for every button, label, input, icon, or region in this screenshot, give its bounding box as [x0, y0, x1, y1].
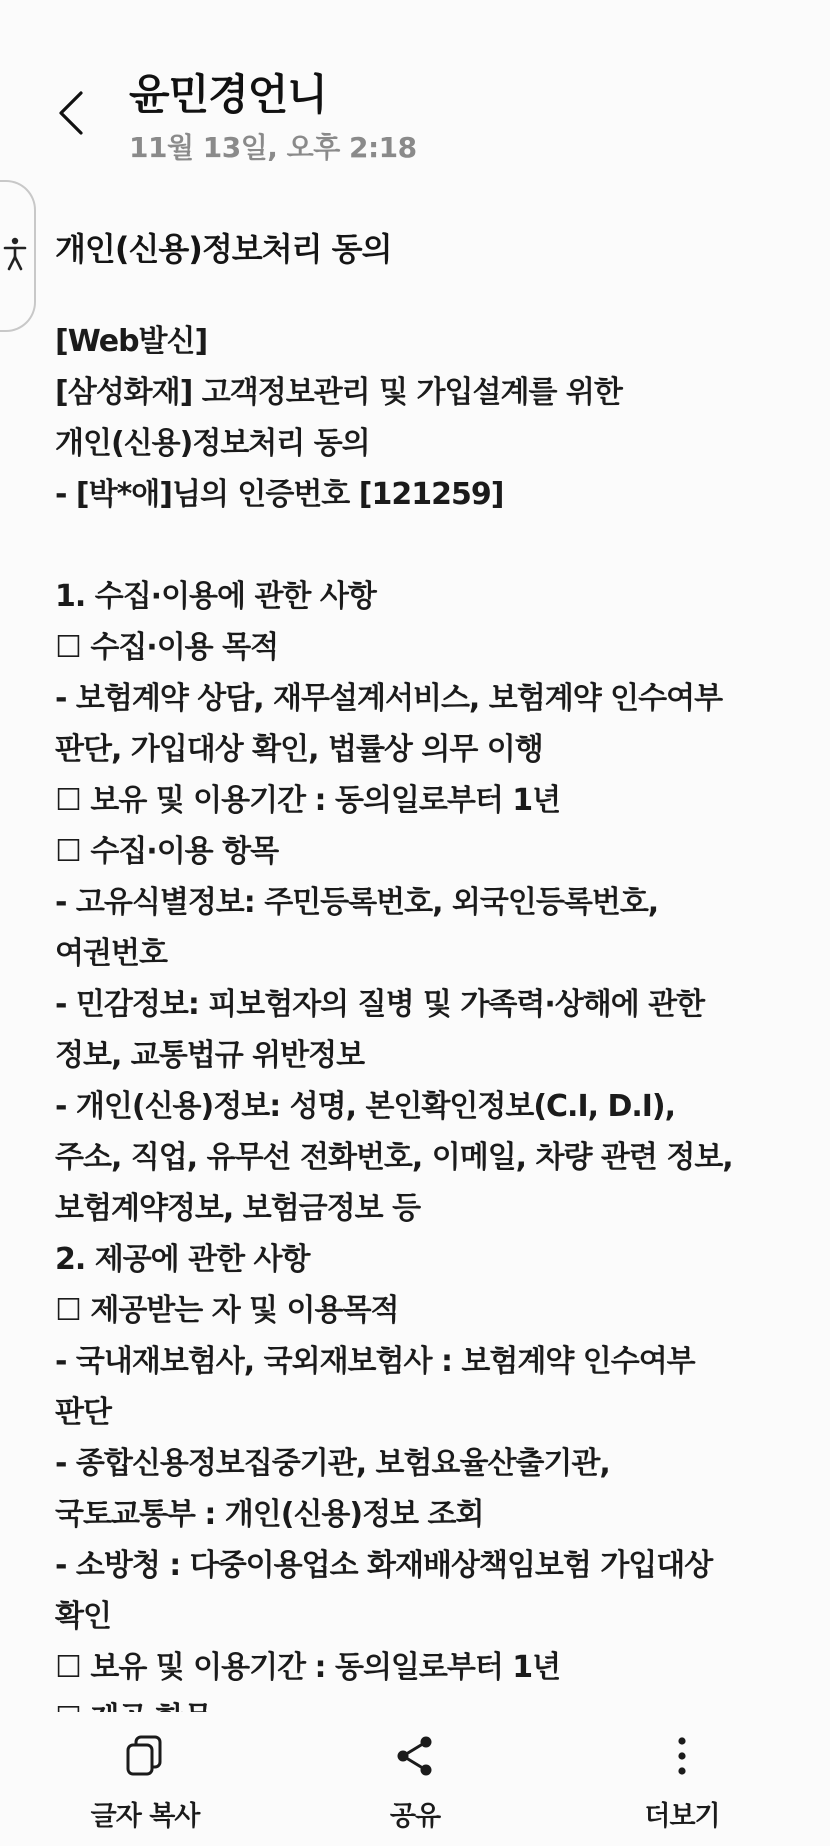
- message-line: - 종합신용정보집중기관, 보험요율산출기관,: [55, 1446, 610, 1481]
- message-line: ☐ 수집·이용 항목: [55, 834, 279, 869]
- chevron-left-icon: [57, 90, 85, 140]
- message-line: - 민감정보: 피보험자의 질병 및 가족력·상해에 관한: [55, 987, 705, 1022]
- message-line: ☐ 보유 및 이용기간 : 동의일로부터 1년: [55, 1650, 561, 1685]
- message-line: 판단, 가입대상 확인, 법률상 의무 이행: [55, 732, 543, 767]
- message-line: 1. 수집·이용에 관한 사항: [55, 579, 376, 614]
- message-line: - 개인(신용)정보: 성명, 본인확인정보(C.I, D.I),: [55, 1089, 676, 1124]
- sender-name: 윤민경언니: [129, 70, 327, 119]
- share-icon: [391, 1732, 439, 1780]
- accessibility-icon: [3, 236, 27, 276]
- blank-line: [55, 520, 815, 571]
- message-line: 개인(신용)정보처리 동의: [55, 426, 370, 461]
- accessibility-button[interactable]: [0, 180, 36, 332]
- message-title: 개인(신용)정보처리 동의: [55, 230, 392, 268]
- copy-text-button[interactable]: [45, 1732, 245, 1842]
- message-line: - 국내재보험사, 국외재보험사 : 보험계약 인수여부: [55, 1344, 695, 1379]
- share-label: 공유: [389, 1801, 441, 1832]
- message-timestamp: 11월 13일, 오후 2:18: [129, 131, 417, 164]
- message-line: ☐ 제공받는 자 및 이용목적: [55, 1293, 399, 1328]
- message-line: [Web발신]: [55, 324, 208, 359]
- back-button[interactable]: [46, 82, 96, 148]
- copy-icon: [121, 1732, 169, 1780]
- message-line: - 소방청 : 다중이용업소 화재배상책임보험 가입대상: [55, 1548, 713, 1583]
- more-vertical-icon: [658, 1732, 706, 1780]
- message-line: 보험계약정보, 보험금정보 등: [55, 1191, 421, 1226]
- more-label: 더보기: [644, 1801, 720, 1832]
- header: [0, 0, 830, 180]
- more-button[interactable]: [582, 1732, 782, 1842]
- message-line: 2. 제공에 관한 사항: [55, 1242, 310, 1277]
- message-line: 확인: [55, 1599, 111, 1634]
- message-line: 여권번호: [55, 936, 167, 971]
- message-line: 판단: [55, 1395, 111, 1430]
- message-line: ☐ 보유 및 이용기간 : 동의일로부터 1년: [55, 783, 561, 818]
- message-line: - [박*애]님의 인증번호 [121259]: [55, 477, 504, 512]
- message-line: 국토교통부 : 개인(신용)정보 조회: [55, 1497, 484, 1532]
- share-button[interactable]: [315, 1732, 515, 1842]
- bottom-action-bar: [0, 1712, 830, 1846]
- message-line: ☐ 수집·이용 목적: [55, 630, 279, 665]
- message-lines: [55, 316, 815, 1744]
- message-line: 정보, 교통법규 위반정보: [55, 1038, 365, 1073]
- message-body: [55, 222, 815, 1707]
- copy-text-label: 글자 복사: [90, 1801, 200, 1832]
- message-line: 주소, 직업, 유무선 전화번호, 이메일, 차량 관련 정보,: [55, 1140, 733, 1175]
- message-line: - 고유식별정보: 주민등록번호, 외국인등록번호,: [55, 885, 659, 920]
- message-line: - 보험계약 상담, 재무설계서비스, 보험계약 인수여부: [55, 681, 723, 716]
- message-line: [삼성화재] 고객정보관리 및 가입설계를 위한: [55, 375, 622, 410]
